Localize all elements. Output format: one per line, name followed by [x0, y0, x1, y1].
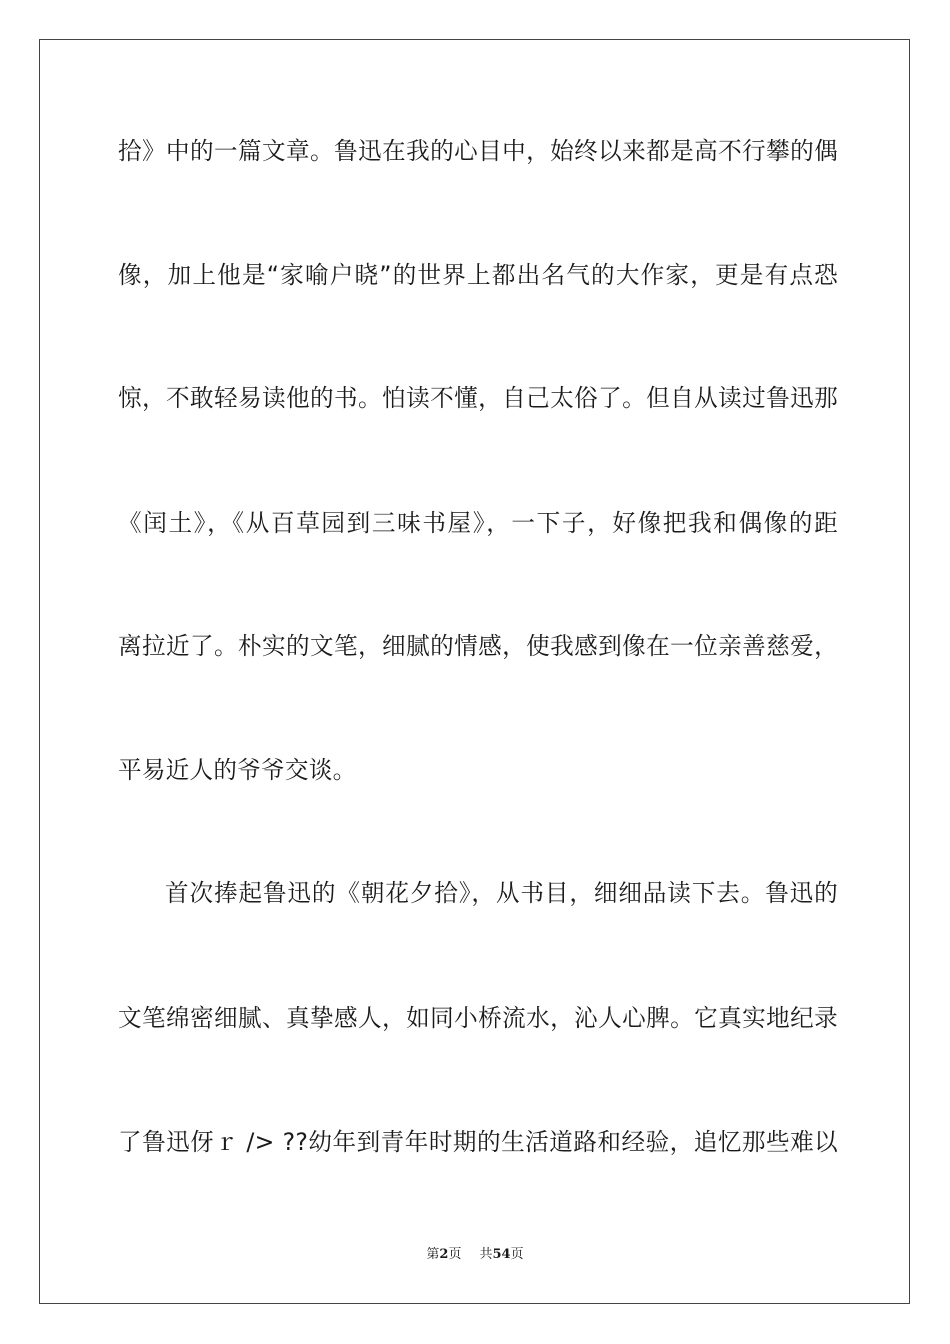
paragraph-start-line: 首次捧起鲁迅的《朝花夕拾》，从书目，细细品读下去。鲁迅的 [165, 879, 838, 907]
page-prefix: 第 [426, 1247, 440, 1262]
text-line-3: 惊，不敢轻易读他的书。怕读不懂，自己太俗了。但自从读过鲁迅那 [118, 384, 838, 412]
page-number: 2 [439, 1247, 449, 1262]
text-line-5: 离拉近了。朴实的文笔，细腻的情感，使我感到像在一位亲善慈爱， [118, 632, 838, 660]
total-suffix: 页 [510, 1247, 524, 1262]
text-line-4: 《闰土》，《从百草园到三味书屋》，一下子，好像把我和偶像的距 [118, 509, 838, 537]
total-prefix: 共 [479, 1247, 493, 1262]
text-line-9: 了鲁迅伢ｒ /> ??幼年到青年时期的生活道路和经验，追忆那些难以 [118, 1128, 838, 1156]
text-line-1: 拾》中的一篇文章。鲁迅在我的心目中，始终以来都是高不行攀的偶 [118, 137, 838, 165]
text-line-8: 文笔绵密细腻、真挚感人，如同小桥流水，沁人心脾。它真实地纪录 [118, 1004, 838, 1032]
total-pages: 54 [492, 1247, 511, 1262]
page-suffix: 页 [448, 1247, 462, 1262]
text-line-2: 像，加上他是“家喻户晓”的世界上都出名气的大作家，更是有点恐 [118, 261, 838, 289]
page-border [39, 39, 910, 1304]
page-footer [0, 1245, 950, 1265]
text-line-6: 平易近人的爷爷交谈。 [118, 756, 357, 784]
